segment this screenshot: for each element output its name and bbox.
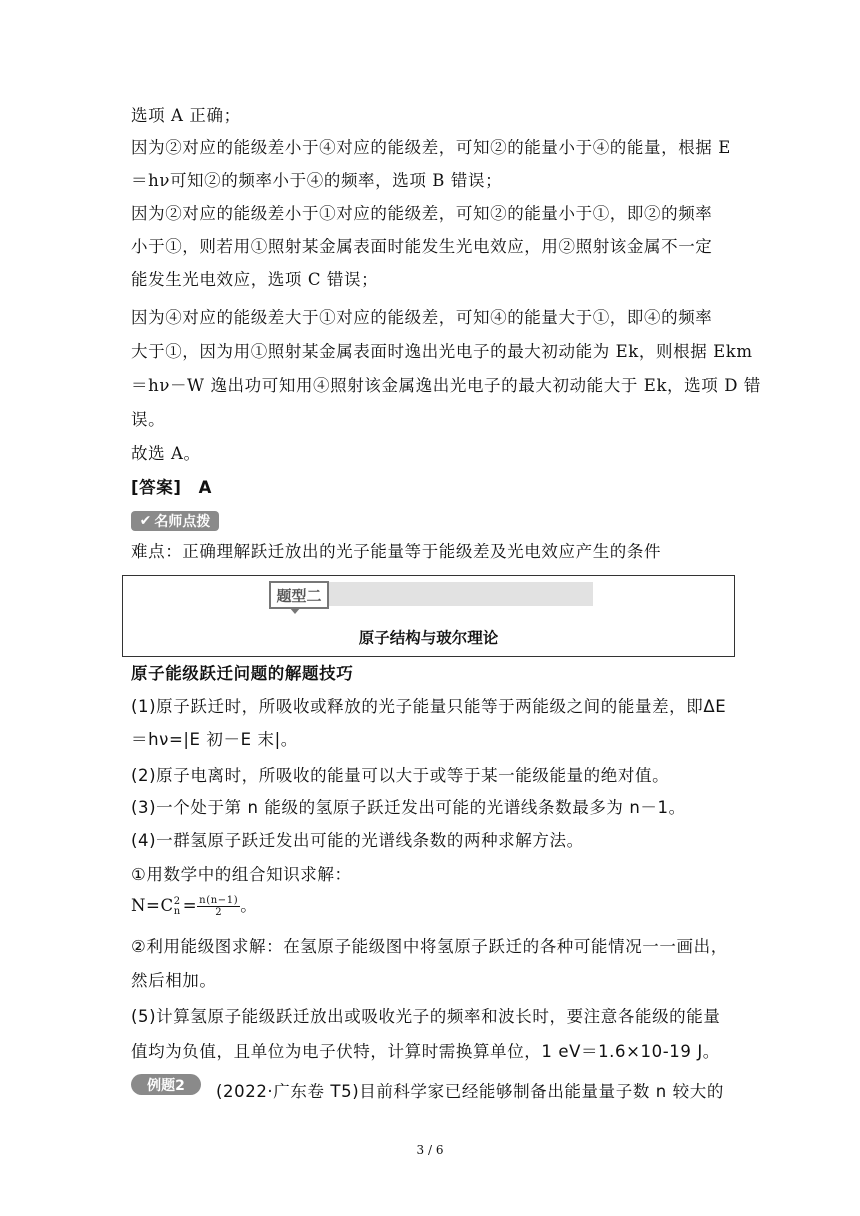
text-line: (2)原子电离时，所吸收的能量可以大于或等于某一能级能量的绝对值。 [131,766,670,785]
question-type-bar [329,582,593,606]
formula-line: N=C 2 n = $\frac{n(n-1)}{2}$ 。 [131,895,258,918]
text-line: 大于①，因为用①照射某金属表面时逸出光电子的最大初动能为 Ek，则根据 Ekm [131,342,753,361]
text-line: (3)一个处于第 n 能级的氢原子跃迁发出可能的光谱线条数最多为 n－1。 [131,798,686,817]
text-line: 故选 A。 [131,444,201,463]
formula-fraction [197,895,240,918]
example-badge: 例题2 [131,1074,201,1095]
formula-numerator: n(n−1) [199,895,239,906]
teacher-tip-label: 名师点拨 [154,514,211,530]
question-type-tag: 题型二 [269,581,329,609]
text-line: ＝hν=|E 初－E 末|。 [131,730,298,749]
difficulty-line: 难点：正确理解跃迁放出的光子能量等于能级差及光电效应产生的条件 [131,542,662,561]
answer-line: [答案] A [131,478,212,497]
text-line: 小于①，则若用①照射某金属表面时能发生光电效应，用②照射该金属不一定 [131,237,713,256]
text-line: 选项 A 正确； [131,106,241,125]
example-text: (2022·广东卷 T5)目前科学家已经能够制备出能量量子数 n 较大的 [216,1082,724,1101]
text-line: ＝hν可知②的频率小于④的频率，选项 B 错误； [131,171,503,190]
text-line: 能发生光电效应，选项 C 错误； [131,270,379,289]
text-line: (1)原子跃迁时，所吸收或释放的光子能量只能等于两能级之间的能量差，即ΔE [131,697,727,716]
section-title: 原子能级跃迁问题的解题技巧 [131,664,354,683]
formula-lhs: N=C [131,896,174,915]
question-type-title: 原子结构与玻尔理论 [358,629,499,647]
text-line: ＝hν－W 逸出功可知用④照射该金属逸出光电子的最大初动能大于 Ek，选项 D 错 [131,376,761,395]
text-line: 值均为负值，且单位为电子伏特，计算时需换算单位，1 eV＝1.6×10-19 J。 [131,1042,720,1061]
question-type-box [122,575,735,657]
teacher-tip-badge [131,511,219,531]
text-line: (5)计算氢原子能级跃迁放出或吸收光子的频率和波长时，要注意各能级的能量 [131,1007,721,1026]
text-line: ①用数学中的组合知识求解： [131,865,352,884]
text-line: 误。 [131,410,166,429]
page-number: 3 / 6 [416,1143,444,1157]
text-line: (4)一群氢原子跃迁发出可能的光谱线条数的两种求解方法。 [131,831,584,850]
text-line: ②利用能级图求解：在氢原子能级图中将氢原子跃迁的各种可能情况一一画出， [131,937,728,956]
text-line: 因为②对应的能级差小于④对应的能级差，可知②的能量小于④的能量，根据 E [131,138,731,157]
text-line: 因为②对应的能级差小于①对应的能级差，可知②的能量小于①，即②的频率 [131,204,713,223]
text-line: 然后相加。 [131,971,217,990]
tag-pointer-icon [289,607,301,614]
formula-denominator: 2 [215,907,223,918]
text-line: 因为④对应的能级差大于①对应的能级差，可知④的能量大于①，即④的频率 [131,308,713,327]
check-icon: ✔ [139,513,152,529]
